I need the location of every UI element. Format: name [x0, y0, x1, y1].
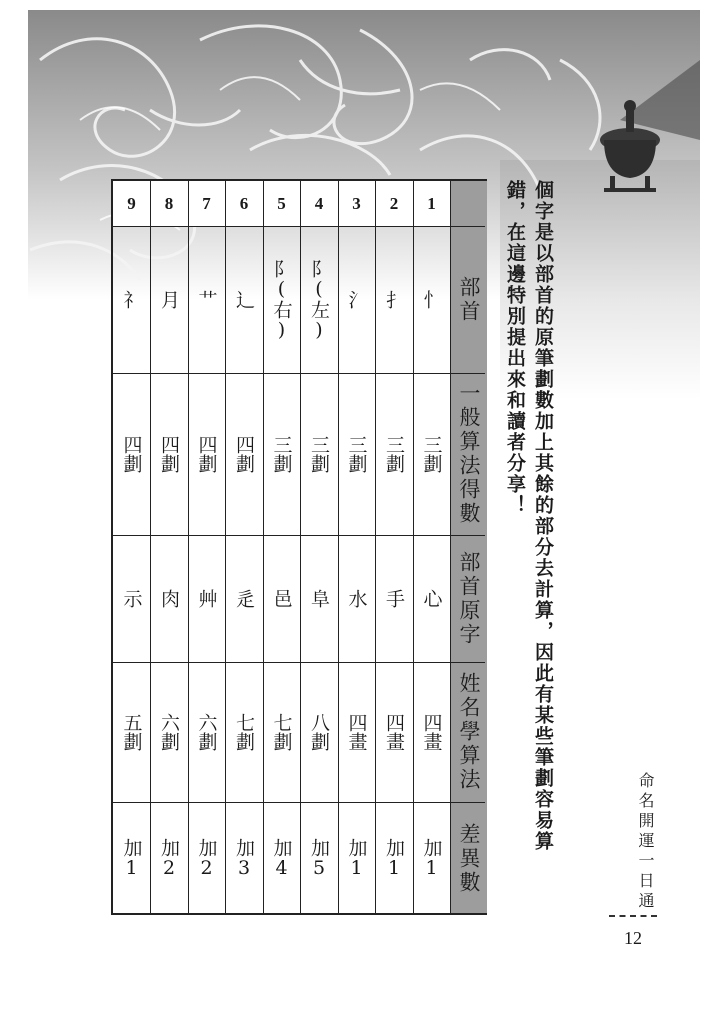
original-radical-cell: 艸	[195, 589, 218, 608]
general-count-cell: 三劃	[383, 435, 405, 473]
row-number: 2	[389, 193, 399, 213]
radical-cell: 辶	[233, 290, 255, 309]
row-number: 6	[239, 193, 249, 213]
header-original-radical: 部首原字	[457, 550, 481, 647]
book-title: 命名開運一日通	[636, 772, 655, 912]
difference-cell: 加1	[120, 838, 143, 879]
name-method-cell: 五劃	[120, 713, 143, 751]
name-method-cell: 四畫	[420, 713, 443, 751]
header-general-count: 一般算法得數	[457, 382, 481, 526]
original-radical-cell: 阜	[308, 589, 330, 608]
header-radical: 部首	[457, 275, 481, 324]
radical-cell: 阝(左)	[308, 258, 330, 341]
general-count-cell: 四劃	[158, 435, 180, 473]
name-method-cell: 八劃	[308, 713, 330, 751]
name-method-cell: 七劃	[233, 713, 255, 751]
original-radical-cell: 水	[345, 589, 368, 608]
general-count-cell: 四劃	[195, 435, 218, 473]
intro-text-line-2: 錯，在這邊特別提出來和讀者分享！	[504, 180, 526, 516]
row-number: 5	[277, 193, 286, 213]
original-radical-cell: 邑	[270, 589, 293, 608]
general-count-cell: 三劃	[308, 435, 330, 473]
difference-cell: 加3	[233, 838, 255, 879]
name-method-cell: 七劃	[270, 713, 293, 751]
row-number: 4	[314, 193, 324, 213]
row-number: 7	[202, 193, 211, 213]
name-method-cell: 四畫	[345, 713, 368, 751]
intro-text-line-1: 個字是以部首的原筆劃數加上其餘的部分去計算，因此有某些筆劃容易算	[532, 180, 554, 852]
radical-stroke-table	[111, 179, 487, 915]
radical-cell: 忄	[420, 290, 443, 309]
row-number: 9	[127, 193, 136, 213]
original-radical-cell: 手	[383, 589, 405, 608]
header-difference: 差異數	[457, 822, 481, 895]
radical-cell: 扌	[383, 290, 405, 309]
general-count-cell: 四劃	[233, 435, 255, 473]
radical-cell: 氵	[345, 290, 368, 309]
original-radical-cell: 肉	[158, 589, 180, 608]
general-count-cell: 三劃	[270, 435, 293, 473]
name-method-cell: 六劃	[195, 713, 218, 751]
difference-cell: 加1	[420, 838, 443, 879]
general-count-cell: 三劃	[420, 435, 443, 473]
difference-cell: 加1	[383, 838, 405, 879]
original-radical-cell: 示	[120, 589, 143, 608]
name-method-cell: 四畫	[383, 713, 405, 751]
radical-cell: 礻	[120, 290, 143, 309]
original-radical-cell: 心	[420, 589, 443, 608]
difference-cell: 加5	[308, 838, 330, 879]
difference-cell: 加4	[270, 838, 293, 879]
name-method-cell: 六劃	[158, 713, 180, 751]
row-number: 3	[352, 193, 361, 213]
radical-cell: 阝(右)	[270, 258, 293, 341]
row-number: 8	[164, 193, 174, 213]
difference-cell: 加2	[158, 838, 180, 879]
original-radical-cell: 辵	[233, 589, 255, 608]
general-count-cell: 三劃	[345, 435, 368, 473]
page-divider	[609, 915, 657, 917]
radical-cell: 艹	[195, 290, 218, 309]
radical-cell: 月	[158, 290, 180, 309]
general-count-cell: 四劃	[120, 435, 143, 473]
difference-cell: 加2	[195, 838, 218, 879]
difference-cell: 加1	[345, 838, 368, 879]
row-number: 1	[427, 193, 436, 213]
header-name-method: 姓名學算法	[457, 672, 481, 792]
page-number: 12	[624, 928, 642, 948]
